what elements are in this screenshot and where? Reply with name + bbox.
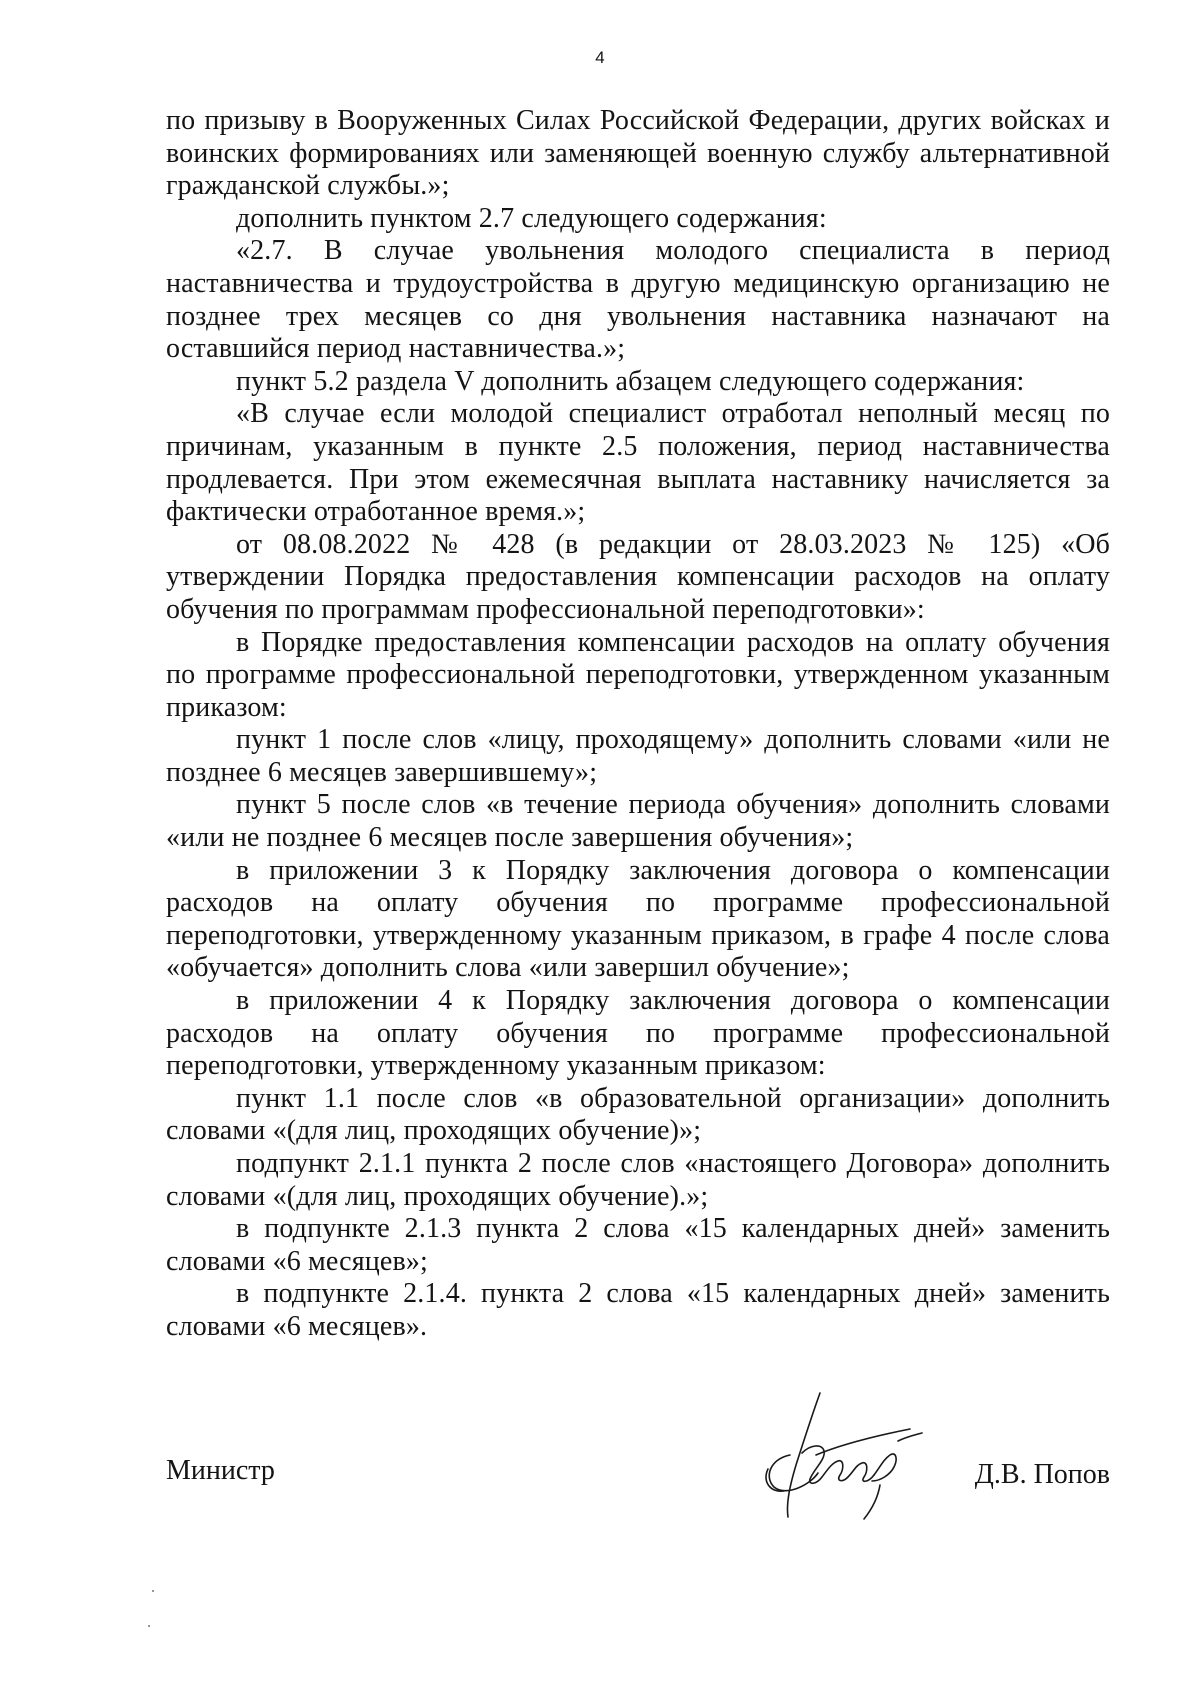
paragraph: в подпункте 2.1.4. пункта 2 слова «15 календарных дней» заменить словами «6 месяцев». [166, 1278, 1110, 1342]
paragraph: в приложении 3 к Порядку заключения договора о компенсации расходов на оплату обучения по программе профессиональной переподготовки, утвержденному указанным приказом, в графе 4 после слова «обучается» дополнить слова «или завершил обучение»; [166, 854, 1110, 984]
paragraph: пункт 1 после слов «лицу, проходящему» дополнить словами «или не позднее 6 месяцев завершившему»; [166, 724, 1110, 788]
paragraph: «В случае если молодой специалист отработал неполный месяц по причинам, указанным в пункте 2.5 положения, период наставничества продлевается. При этом ежемесячная выплата наставнику начисляется за фактически отработанное время.»; [166, 398, 1110, 528]
signature-block [166, 1455, 1110, 1495]
paragraph: подпункт 2.1.1 пункта 2 после слов «настоящего Договора» дополнить словами «(для лиц, проходящих обучение).»; [166, 1148, 1110, 1212]
paragraph: пункт 1.1 после слов «в образовательной организации» дополнить словами «(для лиц, проходящих обучение)»; [166, 1082, 1110, 1147]
paragraph: пункт 5.2 раздела V дополнить абзацем следующего содержания: [236, 365, 1025, 397]
document-body [166, 105, 1110, 1344]
paragraph: дополнить пунктом 2.7 следующего содержания: [236, 202, 827, 234]
page-number: 4 [595, 48, 605, 67]
paragraph-continuation: по призыву в Вооруженных Силах Российской Федерации, других войсках и воинских формированиях или заменяющей военную службу альтернативной гражданской службы.»; [166, 105, 1110, 202]
paragraph: пункт 5 после слов «в течение периода обучения» дополнить словами «или не позднее 6 месяцев после завершения обучения»; [166, 789, 1110, 854]
paragraph: «2.7. В случае увольнения молодого специалиста в период наставничества и трудоустройства в другую медицинскую организацию не позднее трех месяцев со дня увольнения наставника назначают на оставшийся период наставничества.»; [166, 235, 1110, 365]
signer-position: Министр [166, 1455, 275, 1486]
paragraph: в Порядке предоставления компенсации расходов на оплату обучения по программе профессиональной переподготовки, утвержденном указанным приказом: [166, 626, 1110, 723]
signer-name: Д.В. Попов [974, 1459, 1110, 1490]
paragraph: в подпункте 2.1.3 пункта 2 слова «15 календарных дней» заменить словами «6 месяцев»; [166, 1213, 1110, 1277]
paragraph: от 08.08.2022 № 428 (в редакции от 28.03.2023 № 125) «Об утверждении Порядка предоставления компенсации расходов на оплату обучения по программам профессиональной переподготовки»: [166, 528, 1110, 625]
scan-speck [152, 1590, 154, 1592]
scan-speck [148, 1625, 150, 1627]
paragraph: в приложении 4 к Порядку заключения договора о компенсации расходов на оплату обучения по программе профессиональной переподготовки, утвержденному указанным приказом: [166, 985, 1110, 1082]
